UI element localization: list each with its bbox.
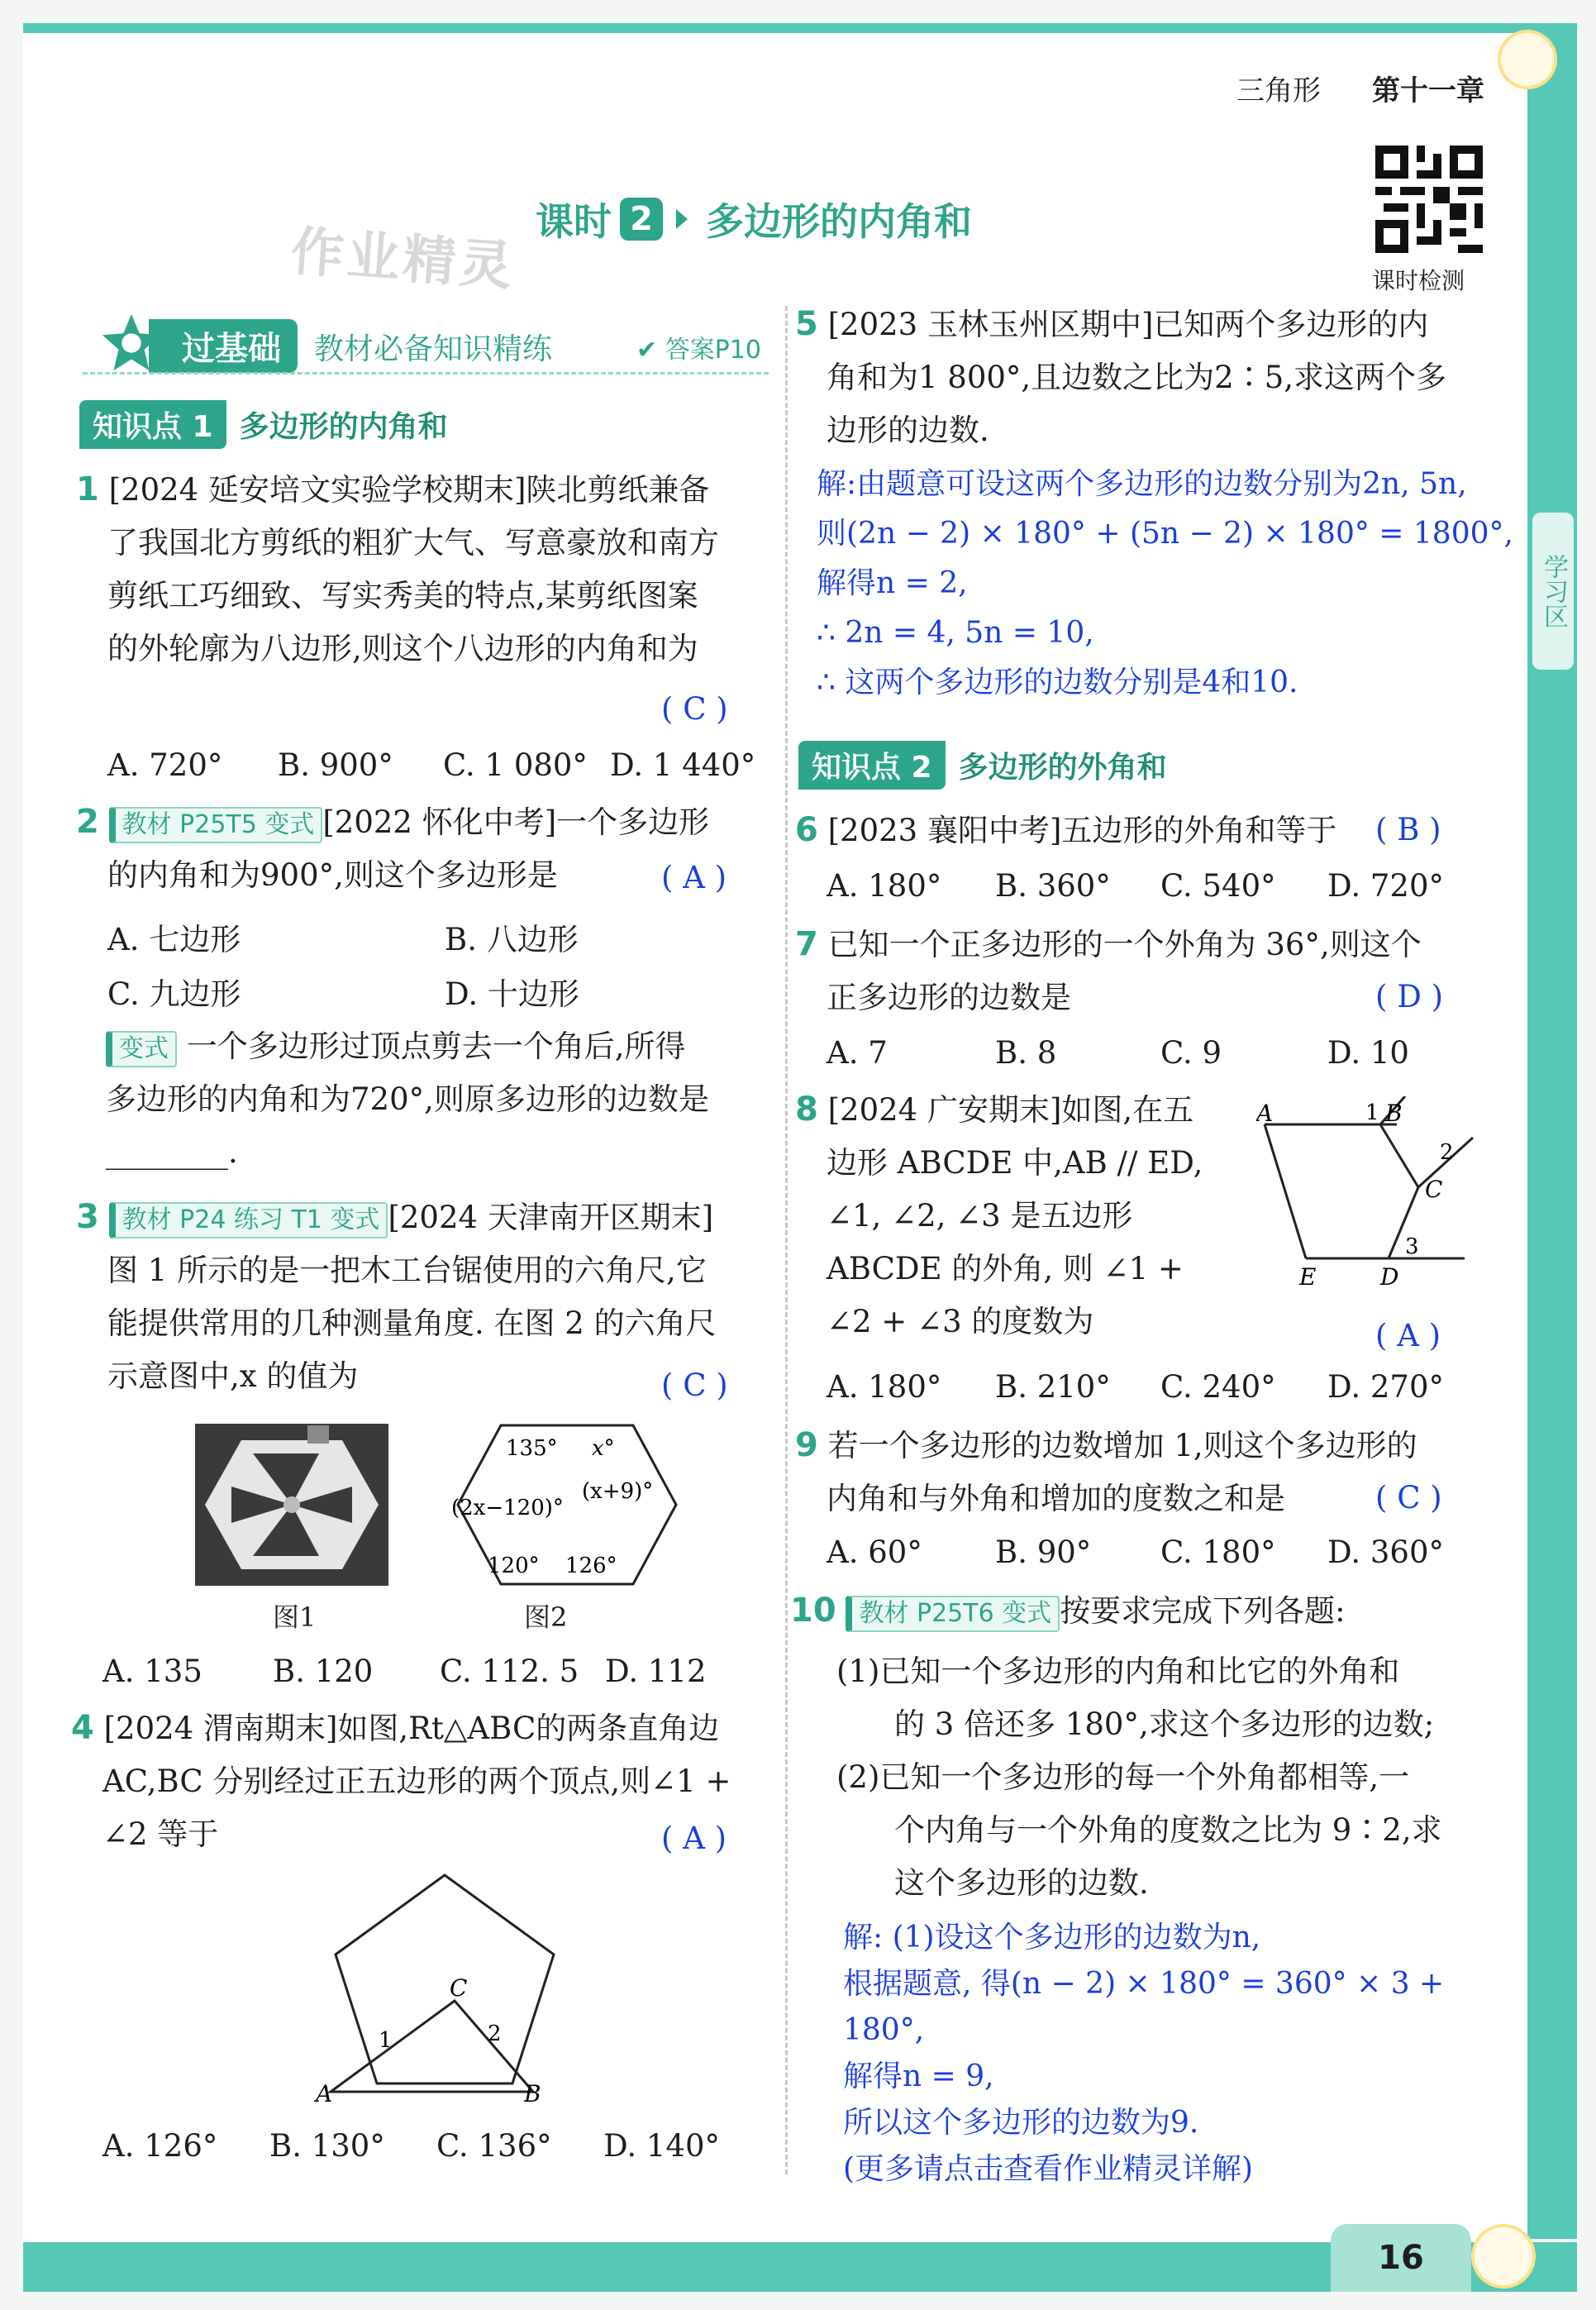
question-number: 6: [795, 811, 818, 849]
angle-label: 2: [1440, 1140, 1454, 1165]
top-band: [23, 23, 1544, 33]
mascot-icon: [1471, 2224, 1536, 2289]
figure-2-caption: 图2: [524, 1601, 568, 1633]
banner-sub: 教材必备知识精练: [314, 332, 553, 366]
option-c[interactable]: C. 136°: [436, 2128, 552, 2164]
question-number: 7: [795, 925, 818, 963]
option-d[interactable]: D. 10: [1327, 1035, 1409, 1071]
question-4: 4 [2024 渭南期末]如图,Rt△ABC的两条直角边 AC,BC 分别经过正五边形的两个顶点,则∠1 + ∠2 等于: [71, 1709, 731, 1852]
option-d[interactable]: D. 1 440°: [610, 747, 756, 783]
option-b[interactable]: B. 90°: [995, 1534, 1092, 1570]
option-b[interactable]: B. 360°: [995, 868, 1111, 904]
variant-tag: 变式: [106, 1031, 177, 1067]
figure-q8-pentagon: [1256, 1096, 1488, 1295]
answer-q9: ( C ): [1375, 1480, 1442, 1515]
banner-main: 过基础: [149, 319, 298, 373]
question-1: 1 [2024 延安培文实验学校期末]陕北剪纸兼备 了我国北方剪纸的粗犷大气、写意豪放和南方 剪纸工巧细致、写实秀美的特点,某剪纸图案 的外轮廓为八边形,则这个八边形的内角和为: [76, 470, 719, 666]
question-9: 9 若一个多边形的边数增加 1,则这个多边形的 内角和与外角和增加的度数之和是: [795, 1426, 1417, 1516]
answer-q8: ( A ): [1375, 1318, 1441, 1353]
question-5: 5 [2023 玉林玉州区期中]已知两个多边形的内 角和为1 800°,且边数之比为2∶5,求这两个多 边形的边数.: [795, 305, 1447, 448]
question-10: 10 教材 P25T6 变式 按要求完成下列各题:: [790, 1584, 1509, 1638]
knowledge-point-1: [79, 400, 448, 449]
divider: [83, 372, 769, 375]
qr-code-icon[interactable]: [1375, 146, 1483, 253]
question-number: 10: [790, 1592, 836, 1630]
angle-label: 126°: [565, 1554, 617, 1578]
option-d[interactable]: D. 270°: [1327, 1369, 1444, 1405]
header-chapter: 第十一章: [1372, 74, 1484, 107]
point-label: A: [1256, 1100, 1274, 1127]
option-c[interactable]: C. 112. 5: [440, 1654, 579, 1689]
option-c[interactable]: C. 240°: [1160, 1369, 1276, 1405]
option-a[interactable]: A. 七边形: [107, 922, 241, 957]
option-c[interactable]: C. 540°: [1160, 868, 1276, 904]
angle-label: 120°: [488, 1554, 540, 1578]
kp-title: 多边形的外角和: [958, 751, 1167, 785]
angle-label: (x+9)°: [582, 1479, 654, 1504]
option-c[interactable]: C. 180°: [1160, 1534, 1276, 1570]
knowledge-point-2: [798, 741, 1167, 790]
option-a[interactable]: A. 126°: [102, 2128, 218, 2164]
lesson-title: [536, 192, 972, 246]
angle-label: (2x−120)°: [451, 1496, 564, 1520]
option-b[interactable]: B. 8: [995, 1035, 1057, 1071]
answer-q3: ( C ): [661, 1367, 728, 1403]
angle-label: x°: [592, 1436, 615, 1461]
option-a[interactable]: A. 7: [827, 1035, 888, 1071]
answer-q7: ( D ): [1375, 979, 1444, 1014]
option-c[interactable]: C. 9: [1160, 1035, 1222, 1071]
question-10-parts: (1)已知一个多边形的内角和比它的外角和 的 3 倍还多 180°,求这个多边形的边数; (2)已知一个多边形的每一个外角都相等,一 个内角与一个外角的度数之比为 9∶2,求 这个多边形的边数.: [836, 1654, 1442, 1901]
lesson-prefix: 课时: [536, 199, 612, 244]
option-a[interactable]: A. 180°: [827, 868, 942, 904]
point-label: C: [450, 1974, 468, 2002]
option-c[interactable]: C. 1 080°: [443, 747, 588, 783]
option-d[interactable]: D. 360°: [1327, 1534, 1444, 1570]
question-number: 8: [795, 1091, 818, 1129]
option-b[interactable]: B. 210°: [995, 1369, 1111, 1405]
option-a[interactable]: A. 180°: [827, 1369, 942, 1405]
figure-2-hexagon: [435, 1419, 683, 1592]
option-d[interactable]: D. 十边形: [445, 976, 579, 1012]
column-divider: [785, 306, 788, 2174]
option-c[interactable]: C. 九边形: [107, 976, 241, 1012]
lesson-title-text: 多边形的内角和: [706, 199, 972, 244]
answer-q1: ( C ): [661, 691, 728, 727]
option-b[interactable]: B. 120: [273, 1654, 374, 1689]
point-label: B: [524, 2080, 541, 2107]
source-tag: 教材 P24 练习 T1 变式: [109, 1202, 388, 1239]
solution-q10: 解: (1)设这个多边形的边数为n, 根据题意, 得(n − 2) × 180° = 360° × 3 + 180°, 解得n = 9, 所以这个多边形的边数为9. (更多请点击查看作业精灵详解): [843, 1921, 1445, 2186]
point-label: D: [1380, 1263, 1399, 1291]
kp-title: 多边形的内角和: [239, 410, 448, 444]
kp-tag: 知识点 1: [79, 400, 226, 449]
angle-label: 1: [379, 2028, 393, 2053]
option-b[interactable]: B. 900°: [278, 747, 393, 783]
figure-1-photo: [195, 1424, 388, 1586]
option-b[interactable]: B. 八边形: [445, 922, 579, 957]
answer-q2: ( A ): [661, 860, 727, 895]
question-number: 9: [795, 1426, 818, 1464]
basics-banner: [83, 314, 769, 372]
angle-label: 1: [1365, 1100, 1379, 1125]
point-label: B: [1385, 1100, 1403, 1127]
option-d[interactable]: D. 720°: [1327, 868, 1444, 904]
question-3: 3 教材 P24 练习 T1 变式 [2024 天津南开区期末] 图 1 所示的是一把木工台锯使用的六角尺,它 能提供常用的几种测量角度. 在图 2 的六角尺 示意图中,x 的值为: [76, 1198, 717, 1394]
question-number: 4: [71, 1709, 94, 1747]
question-number: 5: [795, 305, 818, 343]
mascot-icon: [1498, 30, 1557, 89]
question-8: 8 [2024 广安期末]如图,在五 边形 ABCDE 中,AB // ED, ∠1, ∠2, ∠3 是五边形 ABCDE 的外角, 则 ∠1 + ∠2 + ∠3 的度数为: [795, 1091, 1203, 1339]
angle-label: 3: [1405, 1234, 1419, 1259]
option-a[interactable]: A. 60°: [827, 1534, 922, 1570]
option-d[interactable]: D. 112: [605, 1654, 707, 1689]
page-number: 16: [1331, 2224, 1471, 2292]
question-number: 1: [76, 470, 99, 508]
figure-1-caption: 图1: [273, 1601, 317, 1633]
point-label: E: [1299, 1263, 1317, 1291]
arrow-icon: [676, 209, 688, 229]
source-tag: 教材 P25T6 变式: [846, 1596, 1060, 1632]
side-tab[interactable]: 学习区: [1532, 513, 1574, 670]
question-2: 2 教材 P25T5 变式 [2022 怀化中考]一个多边形 的内角和为900°,则这个多边形是: [76, 803, 710, 893]
angle-label: 2: [488, 2021, 502, 2046]
question-6: 6 [2023 襄阳中考]五边形的外角和等于: [795, 811, 1337, 849]
solution-q5: 解:由题意可设这两个多边形的边数分别为2n, 5n, 则(2n − 2) × 180° + (5n − 2) × 180° = 1800°, 解得n = 2, ∴ 2n = 4, 5n = 10, ∴ 这两个多边形的边数分别是4和10.: [817, 467, 1513, 699]
point-label: C: [1425, 1176, 1443, 1203]
option-a[interactable]: A. 135: [102, 1654, 202, 1689]
question-number: 2: [76, 803, 99, 841]
lesson-number: 2: [620, 198, 663, 241]
point-label: A: [316, 2080, 333, 2107]
qr-label: 课时检测: [1372, 267, 1465, 294]
question-number: 3: [76, 1198, 99, 1236]
angle-label: 135°: [506, 1436, 558, 1461]
answer-q6: ( B ): [1375, 812, 1441, 847]
kp-tag: 知识点 2: [798, 741, 946, 790]
question-7: 7 已知一个正多边形的一个外角为 36°,则这个 正多边形的边数是: [795, 925, 1422, 1015]
right-band: [1527, 23, 1577, 2239]
answer-q4: ( A ): [661, 1821, 727, 1856]
watermark: 作业精灵: [288, 221, 517, 298]
variant: 变式 一个多边形过顶点剪去一个角后,所得 多边形的内角和为720°,则原多边形的边数是 ________.: [106, 1029, 709, 1170]
option-a[interactable]: A. 720°: [107, 747, 223, 783]
banner-answer-ref: ✔ 答案P10: [636, 336, 761, 365]
figure-q4-pentagon: [314, 1869, 562, 2108]
option-b[interactable]: B. 130°: [269, 2128, 385, 2164]
option-d[interactable]: D. 140°: [603, 2128, 720, 2164]
source-tag: 教材 P25T5 变式: [109, 807, 323, 843]
header-section: 三角形: [1236, 74, 1321, 107]
more-link[interactable]: (更多请点击查看作业精灵详解): [843, 2152, 1254, 2186]
